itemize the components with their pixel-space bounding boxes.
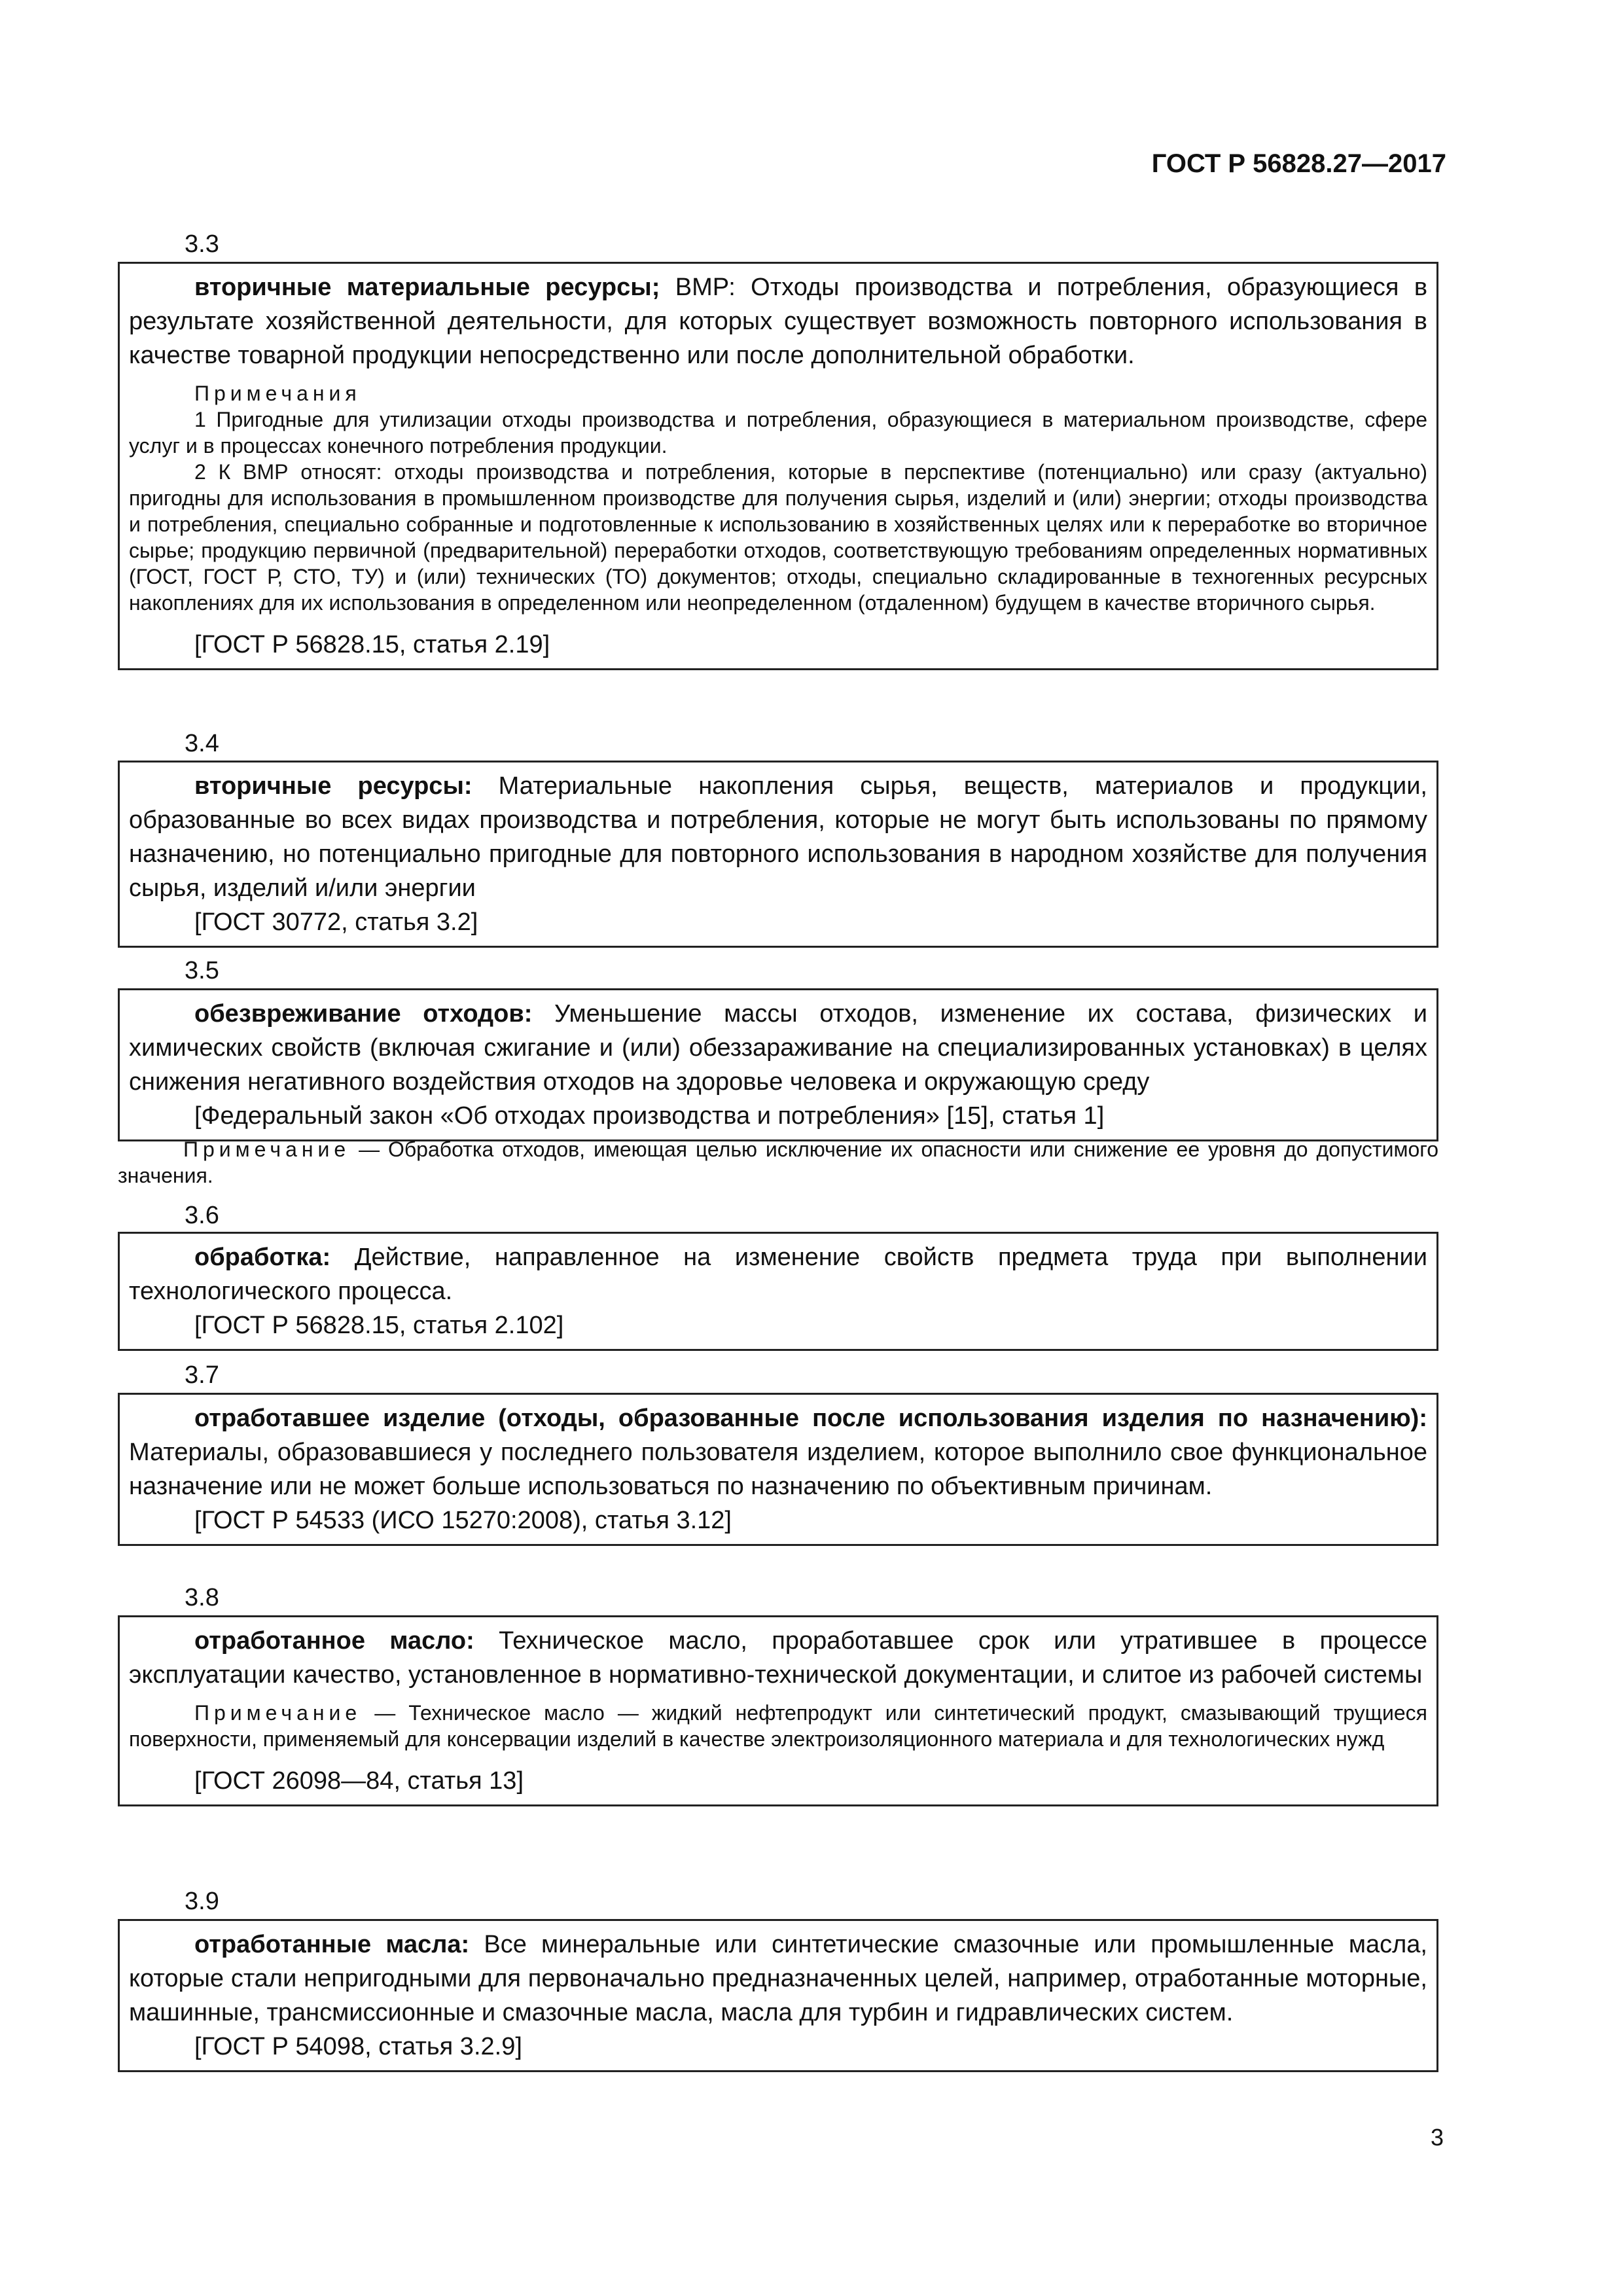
note-1: 1 Пригодные для утилизации отходы производства и потребления, образующиеся в материальном производстве, сфере услуг и в процессах конечного потребления продукции. — [129, 408, 1427, 457]
term-number: 3.3 — [185, 230, 219, 258]
definition-text: Все минеральные или синтетические смазочные или промышленные масла, которые стали непригодными для первоначально предназначенных целей, например, отработанные моторные, машинные, трансмиссионные и смазочные масла, масла для турбин и гидравлических систем. — [129, 1931, 1427, 2026]
term-source: [ГОСТ Р 56828.15, статья 2.19] — [194, 631, 550, 658]
term-definition — [129, 997, 1427, 1099]
note-heading: Примечание — [183, 1138, 351, 1161]
term-definition — [129, 1624, 1427, 1692]
term-title: вторичные ресурсы: — [194, 772, 473, 800]
term-number: 3.4 — [185, 730, 219, 757]
term-source: [ГОСТ 26098—84, статья 13] — [194, 1767, 524, 1795]
note-heading: Примечание — [194, 1701, 362, 1725]
term-number: 3.7 — [185, 1361, 219, 1389]
definition-text: Материальные накопления сырья, веществ, материалов и продукции, образованные во всех видах производства и потребления, которые не могут быть использованы по прямому назначению, но потенциально пригодные для повторного использования в народном хозяйстве для получения сырья, изделий и/или энергии — [129, 772, 1427, 902]
term-box-3-9 — [118, 1919, 1438, 2072]
term-title: обезвреживание отходов: — [194, 1000, 533, 1028]
definition-text: Техническое масло, проработавшее срок или утратившее в процессе эксплуатации качество, установленное в нормативно-технической документации, и слитое из рабочей системы — [129, 1627, 1427, 1689]
term-definition — [129, 769, 1427, 905]
term-source: [ГОСТ 30772, статья 3.2] — [194, 908, 478, 936]
term-box-3-7 — [118, 1393, 1438, 1546]
term-source: [ГОСТ Р 56828.15, статья 2.102] — [194, 1312, 564, 1339]
term-number: 3.6 — [185, 1202, 219, 1229]
document-code: ГОСТ Р 56828.27—2017 — [1151, 149, 1446, 178]
term-source: [ГОСТ Р 54098, статья 3.2.9] — [194, 2033, 522, 2060]
term-number: 3.5 — [185, 957, 219, 984]
term-box-3-6 — [118, 1232, 1438, 1351]
term-box-3-8 — [118, 1615, 1438, 1806]
note-text: — Техническое масло — жидкий нефтепродукт или синтетический продукт, смазывающий трущиеся поверхности, применяемый для консервации изделий в качестве электроизоляционного материала и для технологических нужд — [129, 1701, 1427, 1751]
term-definition — [129, 1401, 1427, 1503]
term-title: отработавшее изделие (отходы, образованные после использования изделия по назначению): — [194, 1405, 1427, 1432]
term-title: обработка: — [194, 1244, 331, 1271]
term-box-3-5 — [118, 988, 1438, 1141]
definition-text: Действие, направленное на изменение свойств предмета труда при выполнении технологического процесса. — [129, 1244, 1427, 1305]
term-title: отработанное масло: — [194, 1627, 474, 1655]
term-title: отработанные масла: — [194, 1931, 470, 1958]
term-source: [ГОСТ Р 54533 (ИСО 15270:2008), статья 3.12] — [194, 1507, 732, 1534]
term-number: 3.9 — [185, 1888, 219, 1915]
term-definition — [129, 1240, 1427, 1308]
note-2: 2 К ВМР относят: отходы производства и потребления, которые в перспективе (потенциально) или сразу (актуально) пригодны для использования в промышленном производстве для получения сырья, изделий и (или) энергии; отходы производства и потребления, специально собранные и подготовленные к использованию в хозяйственных целях или к переработке во вторичное сырье; продукцию первичной (предварительной) переработки отходов, соответствующую требованиям определенных нормативных (ГОСТ, ГОСТ Р, СТО, ТУ) и (или) технических (ТО) документов; отходы, специально складированные в техногенных ресурсных накоплениях для их использования в определенном или неопределенном (отдаленном) будущем в качестве вторичного сырья. — [129, 460, 1427, 615]
definition-text: ВМР: Отходы производства и потребления, образующиеся в результате хозяйственной деятельности, для которых существует возможность повторного использования в качестве товарной продукции непосредственно или после дополнительной обработки. — [129, 274, 1428, 369]
definition-text: Материалы, образовавшиеся у последнего пользователя изделием, которое выполнило свое функциональное назначение или не может больше использоваться по назначению по объективным причинам. — [129, 1439, 1427, 1500]
note-text: — Обработка отходов, имеющая целью исключение их опасности или снижение ее уровня до допустимого значения. — [118, 1138, 1438, 1187]
term-source: [Федеральный закон «Об отходах производства и потребления» [15], статья 1] — [194, 1102, 1105, 1130]
term-box-3-4 — [118, 761, 1438, 948]
term-box-3-3 — [118, 262, 1438, 670]
term-title: вторичные материальные ресурсы; — [194, 274, 660, 301]
term-number: 3.8 — [185, 1584, 219, 1611]
definition-text: Уменьшение массы отходов, изменение их состава, физических и химических свойств (включая сжигание и (или) обеззараживание на специализированных установках) в целях снижения негативного воздействия отходов на здоровье человека и окружающую среду — [129, 1000, 1427, 1096]
term-note-3-5 — [118, 1136, 1438, 1189]
term-definition — [129, 270, 1427, 372]
term-definition — [129, 1928, 1427, 2030]
term-note — [129, 1700, 1427, 1752]
page-number: 3 — [1430, 2124, 1444, 2151]
notes-heading: Примечания — [194, 382, 361, 405]
